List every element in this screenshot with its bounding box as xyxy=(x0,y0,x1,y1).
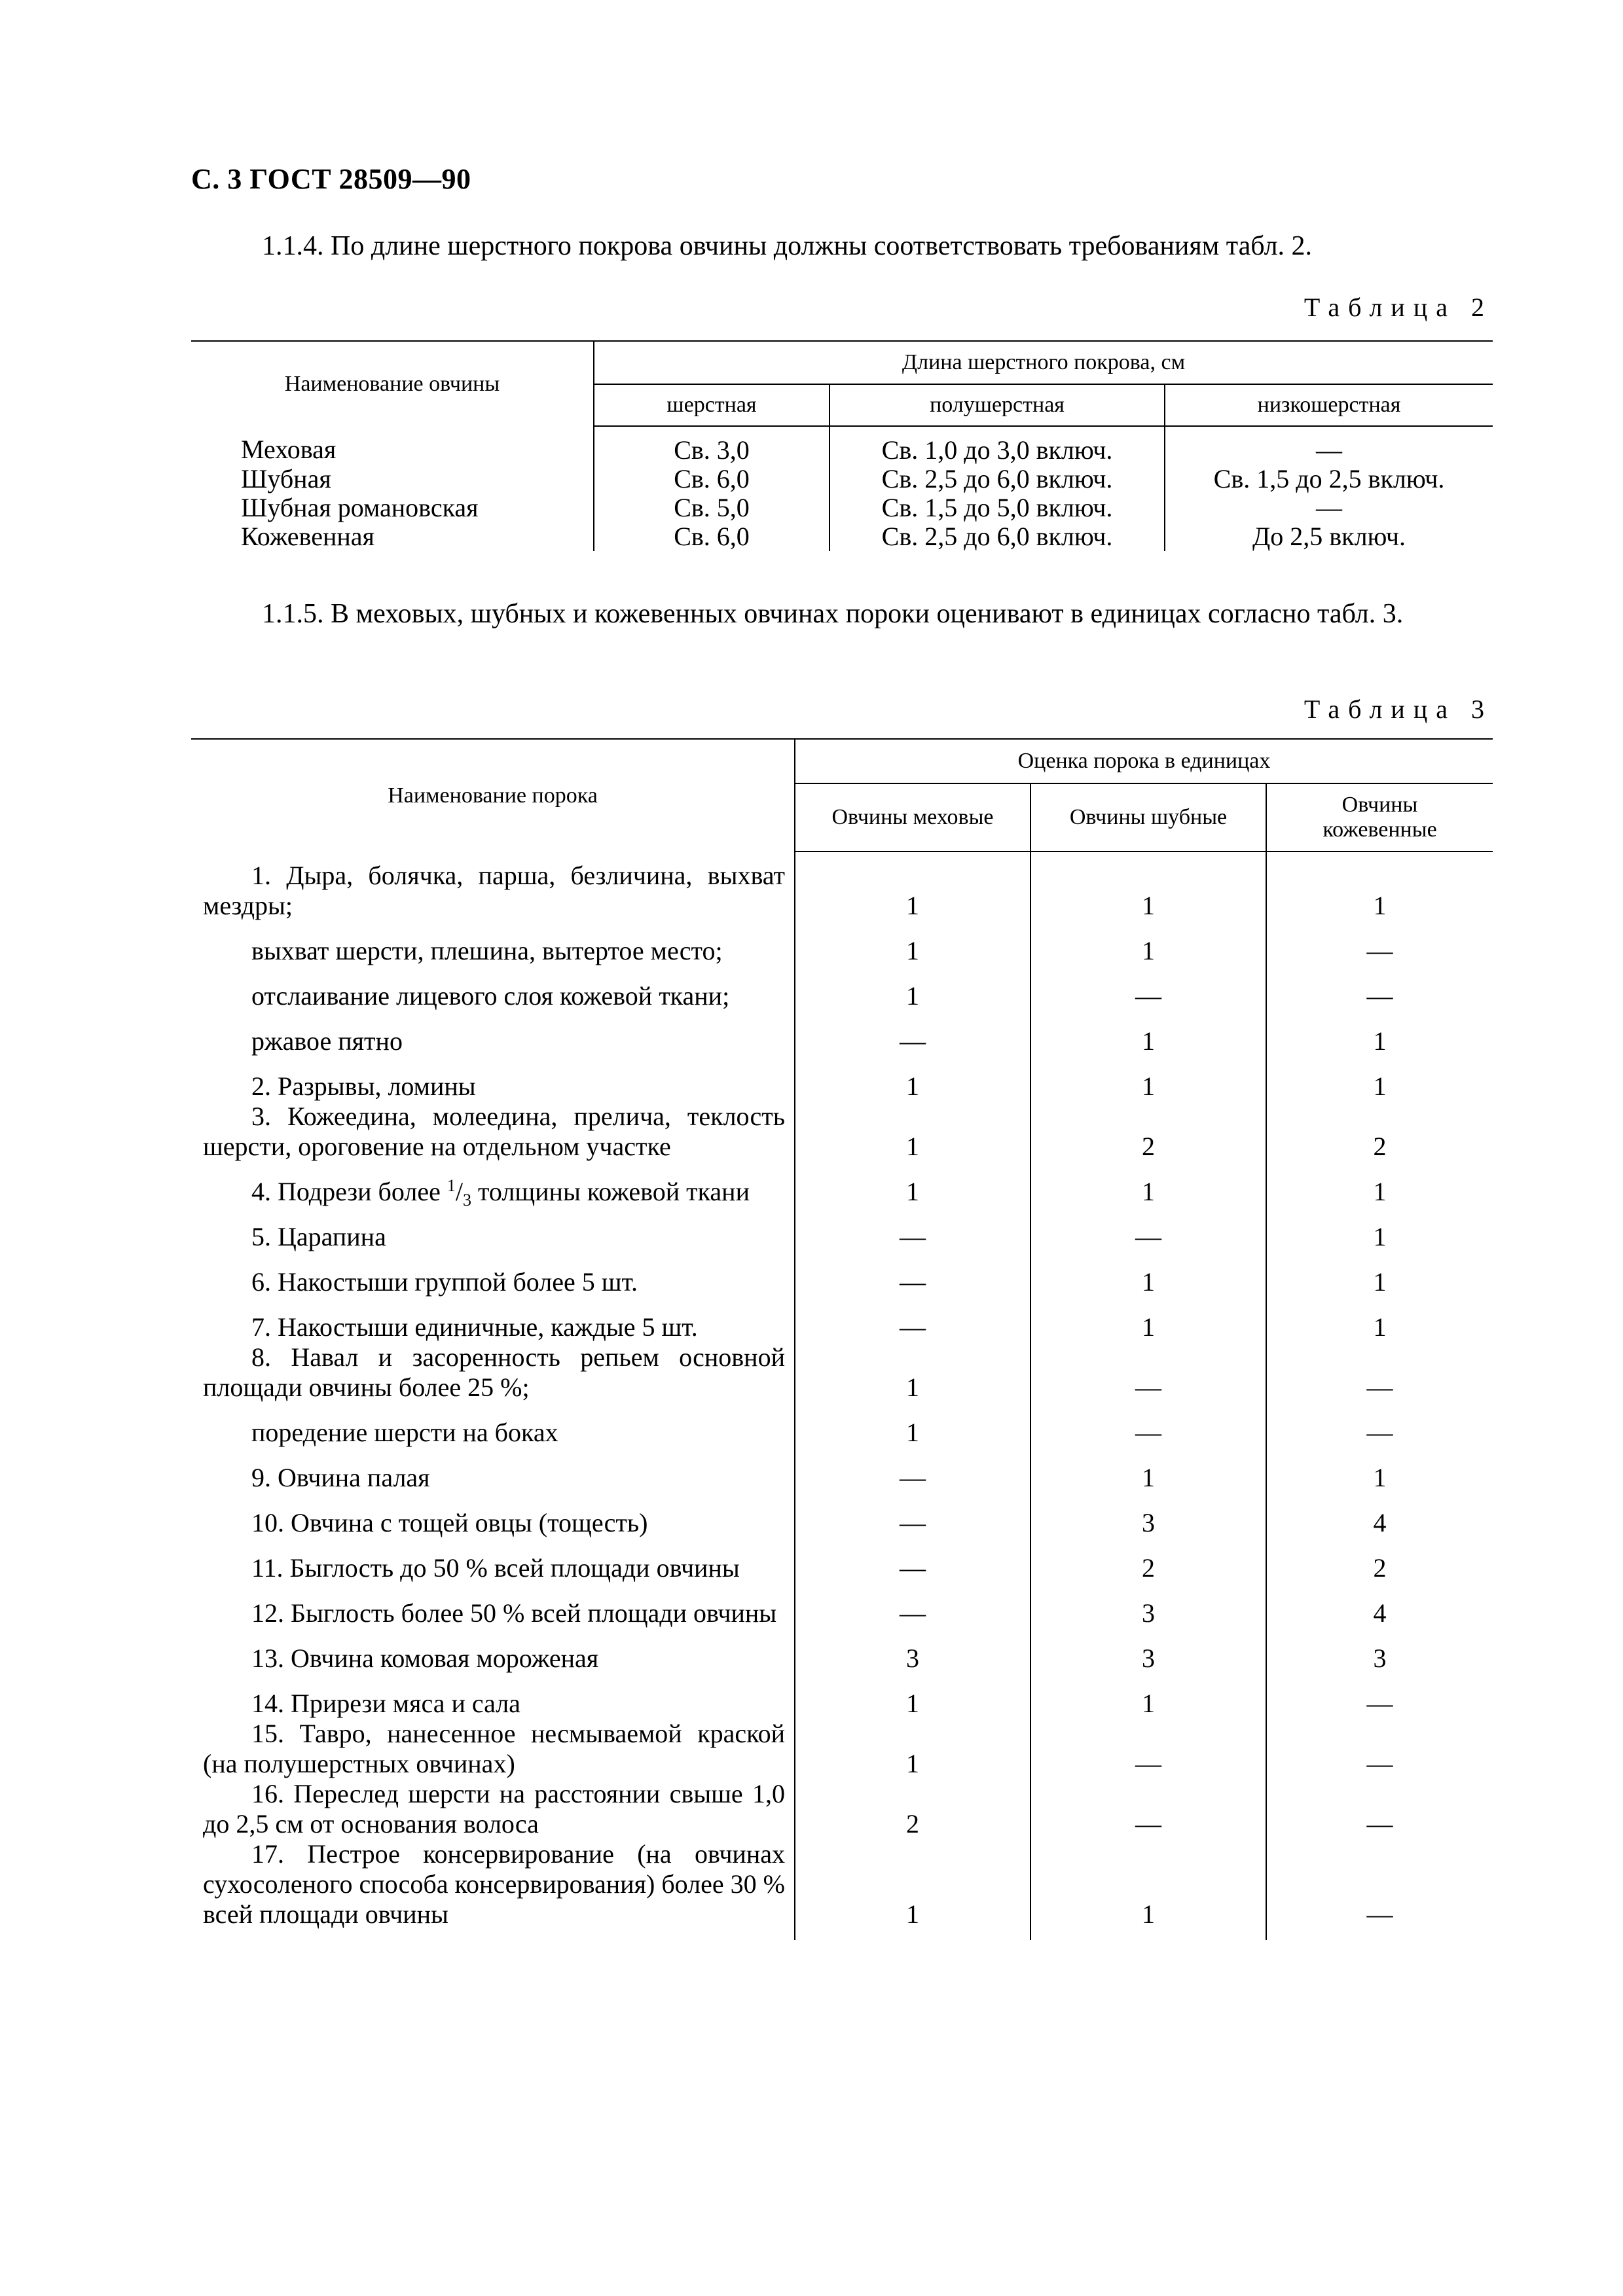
cell-leather: 3 xyxy=(1266,1628,1493,1674)
cell-leather: — xyxy=(1266,966,1493,1011)
cell-leather: — xyxy=(1266,1342,1493,1403)
table-2-subheader-wool: шерстная xyxy=(594,384,830,426)
defect-name: 1. Дыра, болячка, парша, безличина, выхват мездры; xyxy=(203,861,785,920)
page-header: С. 3 ГОСТ 28509—90 xyxy=(191,163,471,195)
table-3-caption: Таблица 3 xyxy=(1304,694,1493,724)
table-row xyxy=(191,966,1493,1011)
cell-half-wool: Св. 2,5 до 6,0 включ. xyxy=(830,522,1165,551)
table-row xyxy=(191,1538,1493,1583)
table-row xyxy=(191,1403,1493,1448)
table-row xyxy=(191,1839,1493,1940)
table-row xyxy=(191,1448,1493,1493)
cell-coat: 1 xyxy=(1030,1056,1266,1102)
cell-fur: — xyxy=(795,1448,1030,1493)
cell-leather: 2 xyxy=(1266,1102,1493,1162)
cell-half-wool: Св. 2,5 до 6,0 включ. xyxy=(830,465,1165,493)
cell-coat: 3 xyxy=(1030,1583,1266,1628)
table-3-subheader-coat: Овчины шубные xyxy=(1030,783,1266,852)
cell-fur: 2 xyxy=(795,1779,1030,1839)
cell-wool: Св. 3,0 xyxy=(594,426,830,465)
cell-leather: 1 xyxy=(1266,1056,1493,1102)
cell-fur: 1 xyxy=(795,1162,1030,1207)
defect-name: 5. Царапина xyxy=(251,1222,386,1251)
table-3-header-name: Наименование порока xyxy=(388,783,598,808)
table-row xyxy=(191,1628,1493,1674)
defect-name: 7. Накостыши единичные, каждые 5 шт. xyxy=(251,1312,698,1342)
cell-fur: 1 xyxy=(795,852,1030,921)
cell-leather: — xyxy=(1266,1403,1493,1448)
table-row xyxy=(191,1674,1493,1719)
table-row xyxy=(191,921,1493,966)
cell-coat: 1 xyxy=(1030,1011,1266,1056)
table-row xyxy=(191,1779,1493,1839)
cell-coat: — xyxy=(1030,1207,1266,1252)
cell-leather: 1 xyxy=(1266,1448,1493,1493)
cell-coat: 1 xyxy=(1030,852,1266,921)
cell-coat: — xyxy=(1030,1403,1266,1448)
cell-fur: 1 xyxy=(795,1403,1030,1448)
table-row xyxy=(191,465,1493,493)
cell-leather: 1 xyxy=(1266,1011,1493,1056)
table-row xyxy=(191,522,1493,551)
table-2-subheader-half-wool: полушерстная xyxy=(830,384,1165,426)
cell-low-wool: — xyxy=(1165,493,1493,522)
defect-name: 14. Прирези мяса и сала xyxy=(251,1689,520,1718)
defect-name: поредение шерсти на боках xyxy=(251,1418,558,1447)
defect-name: 12. Быглость более 50 % всей площади овчины xyxy=(251,1598,777,1628)
cell-leather: 2 xyxy=(1266,1538,1493,1583)
cell-coat: — xyxy=(1030,966,1266,1011)
table-row xyxy=(191,852,1493,921)
table-3-header-group: Оценка порока в единицах xyxy=(795,739,1493,783)
fraction-numerator: 1 xyxy=(447,1176,456,1195)
cell-leather: — xyxy=(1266,1719,1493,1779)
defect-name: выхват шерсти, плешина, вытертое место; xyxy=(251,936,723,965)
table-row xyxy=(191,1056,1493,1102)
cell-fur: 1 xyxy=(795,1719,1030,1779)
table-3 xyxy=(191,738,1493,1940)
cell-half-wool: Св. 1,0 до 3,0 включ. xyxy=(830,426,1165,465)
cell-leather: — xyxy=(1266,921,1493,966)
cell-fur: — xyxy=(795,1493,1030,1538)
cell-leather: — xyxy=(1266,1839,1493,1940)
cell-wool: Св. 6,0 xyxy=(594,522,830,551)
table-row xyxy=(191,1719,1493,1779)
cell-coat: 1 xyxy=(1030,1162,1266,1207)
defect-name: ржавое пятно xyxy=(251,1026,403,1056)
cell-coat: 1 xyxy=(1030,1252,1266,1297)
defect-name: 15. Тавро, нанесенное несмываемой краской (на полушерстных овчинах) xyxy=(203,1719,785,1778)
defect-name: 8. Навал и засоренность репьем основной площади овчины более 25 %; xyxy=(203,1342,785,1402)
cell-fur: — xyxy=(795,1252,1030,1297)
cell-low-wool: Св. 1,5 до 2,5 включ. xyxy=(1165,465,1493,493)
defect-name: 11. Быглость до 50 % всей площади овчины xyxy=(251,1553,740,1583)
paragraph-1-1-5: 1.1.5. В меховых, шубных и кожевенных овчинах пороки оценивают в единицах согласно табл. 3. xyxy=(262,599,1404,629)
defect-name: 13. Овчина комовая мороженая xyxy=(251,1643,599,1673)
cell-wool: Св. 5,0 xyxy=(594,493,830,522)
table-row xyxy=(191,1102,1493,1162)
cell-leather: — xyxy=(1266,1779,1493,1839)
table-row xyxy=(191,1011,1493,1056)
cell-leather: 1 xyxy=(1266,1162,1493,1207)
cell-fur: 1 xyxy=(795,1342,1030,1403)
table-2-header-name: Наименование овчины xyxy=(284,371,500,396)
cell-low-wool: До 2,5 включ. xyxy=(1165,522,1493,551)
cell-coat: 2 xyxy=(1030,1538,1266,1583)
cell-coat: — xyxy=(1030,1719,1266,1779)
cell-coat: 1 xyxy=(1030,1448,1266,1493)
defect-name: 16. Переслед шерсти на расстоянии свыше 1,0 до 2,5 см от основания волоса xyxy=(203,1779,785,1839)
cell-coat: 1 xyxy=(1030,1674,1266,1719)
cell-coat: — xyxy=(1030,1779,1266,1839)
cell-fur: 1 xyxy=(795,1674,1030,1719)
cell-coat: 1 xyxy=(1030,1839,1266,1940)
cell-leather: 4 xyxy=(1266,1493,1493,1538)
cell-fur: 1 xyxy=(795,921,1030,966)
cell-half-wool: Св. 1,5 до 5,0 включ. xyxy=(830,493,1165,522)
table-2 xyxy=(191,340,1493,551)
cell-wool: Св. 6,0 xyxy=(594,465,830,493)
cell-name: Кожевенная xyxy=(241,522,374,551)
table-2-subheader-low-wool: низкошерстная xyxy=(1165,384,1493,426)
defect-name: 9. Овчина палая xyxy=(251,1463,430,1492)
table-row xyxy=(191,1252,1493,1297)
cell-name: Шубная романовская xyxy=(241,493,479,522)
cell-leather: — xyxy=(1266,1674,1493,1719)
table-3-subheader-fur: Овчины меховые xyxy=(795,783,1030,852)
cell-coat: 1 xyxy=(1030,1297,1266,1342)
cell-low-wool: — xyxy=(1165,426,1493,465)
cell-coat: 3 xyxy=(1030,1628,1266,1674)
table-row xyxy=(191,1583,1493,1628)
table-row xyxy=(191,1342,1493,1403)
table-row xyxy=(191,1207,1493,1252)
cell-fur: — xyxy=(795,1538,1030,1583)
cell-coat: 1 xyxy=(1030,921,1266,966)
cell-coat: — xyxy=(1030,1342,1266,1403)
cell-leather: 4 xyxy=(1266,1583,1493,1628)
defect-name: 4. Подрези более $^1/_3$ толщины кожевой ткани xyxy=(251,1176,750,1210)
cell-leather: 1 xyxy=(1266,1297,1493,1342)
defect-name: 6. Накостыши группой более 5 шт. xyxy=(251,1267,638,1297)
table-2-header-group: Длина шерстного покрова, см xyxy=(594,341,1493,384)
paragraph-1-1-4: 1.1.4. По длине шерстного покрова овчины должны соответствовать требованиям табл. 2. xyxy=(262,231,1313,261)
cell-fur: 1 xyxy=(795,1839,1030,1940)
defect-name: 17. Пестрое консервирование (на овчинах сухосоленого способа консервирования) более 30 % всей площади овчины xyxy=(203,1839,785,1929)
cell-fur: — xyxy=(795,1207,1030,1252)
cell-fur: — xyxy=(795,1011,1030,1056)
cell-leather: 1 xyxy=(1266,1207,1493,1252)
table-row xyxy=(191,1297,1493,1342)
cell-fur: — xyxy=(795,1297,1030,1342)
cell-fur: 1 xyxy=(795,966,1030,1011)
cell-fur: 3 xyxy=(795,1628,1030,1674)
cell-coat: 2 xyxy=(1030,1102,1266,1162)
cell-name: Меховая xyxy=(241,435,337,464)
defect-name: 2. Разрывы, ломины xyxy=(251,1071,476,1101)
table-row xyxy=(191,1162,1493,1207)
table-row xyxy=(191,426,1493,465)
table-3-subheader-leather: Овчины кожевенные xyxy=(1266,783,1493,852)
cell-fur: — xyxy=(795,1583,1030,1628)
fraction-denominator: 3 xyxy=(462,1191,471,1210)
defect-name: отслаивание лицевого слоя кожевой ткани; xyxy=(251,981,730,1011)
table-row xyxy=(191,493,1493,522)
cell-fur: 1 xyxy=(795,1102,1030,1162)
defect-name: 10. Овчина с тощей овцы (тощесть) xyxy=(251,1508,648,1537)
cell-leather: 1 xyxy=(1266,852,1493,921)
table-row xyxy=(191,1493,1493,1538)
cell-leather: 1 xyxy=(1266,1252,1493,1297)
cell-fur: 1 xyxy=(795,1056,1030,1102)
table-2-caption: Таблица 2 xyxy=(1304,293,1493,322)
cell-coat: 3 xyxy=(1030,1493,1266,1538)
defect-name: 3. Кожеедина, молеедина, прелича, теклость шерсти, ороговение на отдельном участке xyxy=(203,1102,785,1161)
cell-name: Шубная xyxy=(241,464,331,493)
